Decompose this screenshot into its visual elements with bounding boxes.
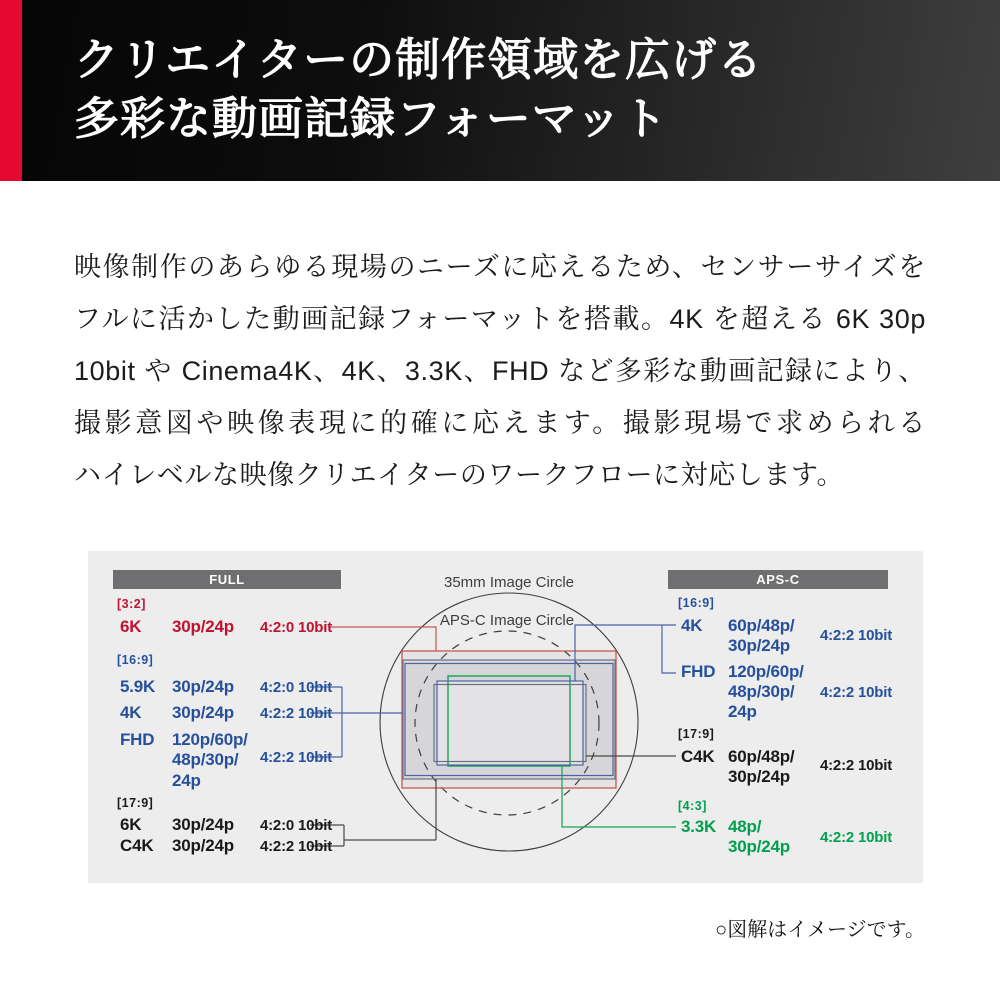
format-label: 4K [681, 616, 703, 635]
page-title-line2: 多彩な動画記録フォーマット [74, 93, 668, 144]
chroma-value: 4:2:2 10bit [260, 705, 332, 722]
format-label: C4K [681, 747, 715, 766]
chroma-value: 4:2:2 10bit [260, 838, 332, 855]
connector-full-16-9 [310, 687, 403, 757]
apsc-sensor-bar: APS-C [668, 570, 888, 589]
aspect-ratio-label: [3:2] [117, 597, 146, 611]
format-label: FHD [681, 662, 716, 681]
aspect-ratio-label: [17:9] [678, 727, 715, 741]
body-line: 映像制作のあらゆる現場のニーズに応えるため、センサーサイズを [74, 252, 926, 282]
full-sensor-bar: FULL [113, 570, 341, 589]
apsc-16-9-area-fill [437, 681, 583, 765]
framerate-value: 30p/24p [172, 617, 234, 636]
header-banner [0, 0, 1000, 181]
chroma-value: 4:2:0 10bit [260, 619, 332, 636]
chroma-value: 4:2:2 10bit [260, 749, 332, 766]
framerate-value: 60p/48p/ [728, 747, 795, 766]
framerate-value: 48p/30p/ [728, 682, 795, 701]
chroma-value: 4:2:0 10bit [260, 679, 332, 696]
framerate-value: 30p/24p [172, 703, 234, 722]
format-label: 4K [120, 703, 142, 722]
apsc-image-circle-label: APS-C Image Circle [439, 612, 575, 629]
framerate-value: 120p/60p/ [172, 730, 248, 749]
aspect-ratio-label: [17:9] [117, 796, 154, 810]
sensor-format-diagram [88, 551, 923, 883]
format-label: 6K [120, 815, 142, 834]
framerate-value: 30p/24p [728, 767, 790, 786]
format-label: FHD [120, 730, 155, 749]
framerate-value: 30p/24p [172, 836, 234, 855]
aspect-ratio-label: [16:9] [678, 596, 715, 610]
aspect-ratio-label: [4:3] [678, 799, 707, 813]
body-paragraph [74, 241, 926, 501]
framerate-value: 30p/24p [172, 677, 234, 696]
body-line: ハイレベルな映像クリエイターのワークフローに対応します。 [74, 460, 845, 490]
body-line: 撮影意図や映像表現に的確に応えます。撮影現場で求められる [74, 408, 926, 438]
diagram-disclaimer-note: ○図解はイメージです。 [715, 919, 925, 941]
format-label: 5.9K [120, 677, 156, 696]
body-line: フルに活かした動画記録フォーマットを搭載。4K を超える 6K 30p [74, 304, 926, 334]
framerate-value: 48p/ [728, 817, 762, 836]
body-line: 10bit や Cinema4K、4K、3.3K、FHD など多彩な動画記録により、 [74, 356, 926, 386]
aspect-ratio-label: [16:9] [117, 653, 154, 667]
format-label: 3.3K [681, 817, 717, 836]
framerate-value: 60p/48p/ [728, 616, 795, 635]
framerate-value: 48p/30p/ [172, 750, 239, 769]
page-title-line1: クリエイターの制作領域を広げる [74, 34, 764, 85]
red-accent-stripe [0, 0, 22, 181]
connector-full-3-2 [328, 627, 436, 651]
framerate-value: 30p/24p [728, 636, 790, 655]
framerate-value: 120p/60p/ [728, 662, 804, 681]
35mm-image-circle-label: 35mm Image Circle [443, 574, 575, 591]
framerate-value: 30p/24p [172, 815, 234, 834]
chroma-value: 4:2:2 10bit [820, 684, 892, 701]
page-title [74, 30, 763, 148]
chroma-value: 4:2:2 10bit [820, 757, 892, 774]
chroma-value: 4:2:2 10bit [820, 627, 892, 644]
chroma-value: 4:2:2 10bit [820, 829, 892, 846]
framerate-value: 24p [172, 771, 201, 790]
framerate-value: 24p [728, 702, 757, 721]
format-label: 6K [120, 617, 142, 636]
framerate-value: 30p/24p [728, 837, 790, 856]
format-label: C4K [120, 836, 154, 855]
chroma-value: 4:2:0 10bit [260, 817, 332, 834]
